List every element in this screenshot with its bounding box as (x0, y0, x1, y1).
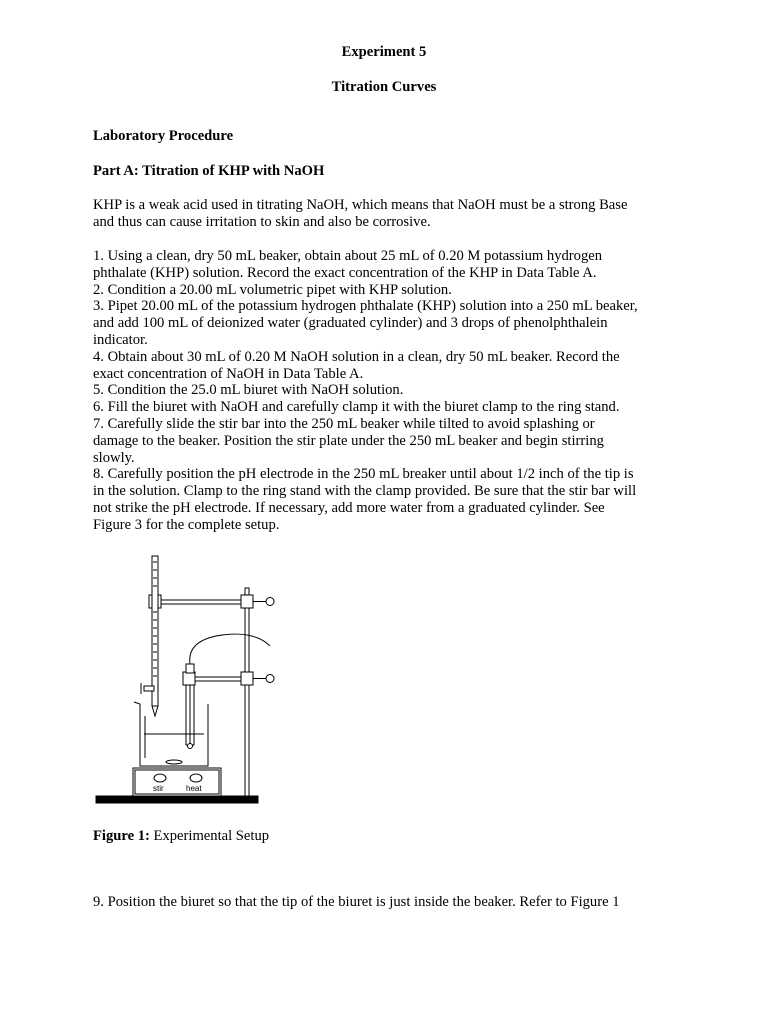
heat-label: heat (186, 784, 202, 793)
procedure-line: not strike the pH electrode. If necessary, add more water from a graduated cylinder. See (93, 499, 605, 516)
procedure-line: slowly. (93, 449, 135, 466)
procedure-line: 7. Carefully slide the stir bar into the 250 mL beaker while tilted to avoid splashing or (93, 415, 595, 432)
intro-paragraph (93, 197, 693, 231)
figure-label: Figure 1: (93, 828, 150, 844)
procedure-line: 2. Condition a 20.00 mL volumetric pipet with KHP solution. (93, 281, 452, 298)
procedure-line: 5. Condition the 25.0 mL biuret with NaOH solution. (93, 382, 404, 399)
part-heading: Part A: Titration of KHP with NaOH (93, 163, 325, 179)
upper-clamp-holder (241, 595, 253, 608)
intro-line: KHP is a weak acid used in titrating NaOH, which means that NaOH must be a strong Base (93, 197, 628, 213)
biuret-tip (152, 706, 158, 716)
ring-stand-base (96, 796, 258, 803)
procedure-line: and add 100 mL of deionized water (graduated cylinder) and 3 drops of phenolphthalein (93, 315, 608, 332)
procedure-line: 1. Using a clean, dry 50 mL beaker, obtain about 25 mL of 0.20 M potassium hydrogen (93, 248, 603, 264)
stir-bar (166, 760, 182, 764)
procedure-list (93, 248, 693, 534)
electrode-clamp (183, 672, 195, 685)
electrode-cable (190, 634, 270, 664)
experimental-setup-figure (88, 548, 278, 810)
procedure-line: 3. Pipet 20.00 mL of the potassium hydrogen phthalate (KHP) solution into a 250 mL beaker, (93, 298, 638, 315)
heat-knob (190, 774, 202, 782)
beaker (140, 704, 208, 766)
procedure-line: 4. Obtain about 30 mL of 0.20 M NaOH solution in a clean, dry 50 mL beaker. Record the (93, 348, 620, 365)
procedure-line: phthalate (KHP) solution. Record the exact concentration of the KHP in Data Table A. (93, 264, 597, 281)
upper-clamp-knob (266, 598, 274, 606)
page-title: Titration Curves (331, 79, 437, 95)
procedure-line: damage to the beaker. Position the stir plate under the 250 mL beaker and begin stirring (93, 432, 604, 449)
procedure-line: in the solution. Clamp to the ring stand with the clamp provided. Be sure that the stir bar will (93, 483, 637, 500)
procedure-line: 6. Fill the biuret with NaOH and carefully clamp it with the biuret clamp to the ring stand. (93, 399, 620, 416)
procedure-line: 8. Carefully position the pH electrode in the 250 mL breaker until about 1/2 inch of the tip is (93, 466, 634, 483)
procedure-step-9: 9. Position the biuret so that the tip of the biuret is just inside the beaker. Refer to Figure 1 (93, 894, 620, 910)
figure-caption-text: Experimental Setup (149, 828, 270, 844)
lower-clamp-holder (241, 672, 253, 685)
procedure-line: exact concentration of NaOH in Data Table A. (93, 365, 364, 382)
stir-knob (154, 774, 166, 782)
procedure-line: Figure 3 for the complete setup. (93, 516, 280, 533)
figure-caption (93, 828, 269, 845)
procedure-line: indicator. (93, 331, 148, 348)
section-heading: Laboratory Procedure (93, 128, 234, 144)
stir-label: stir (153, 784, 164, 793)
ring-stand-rod (245, 588, 249, 796)
intro-line: and thus can cause irritation to skin and also be corrosive. (93, 213, 431, 230)
biuret-stopcock (144, 686, 154, 691)
experiment-number: Experiment 5 (341, 44, 427, 60)
lower-clamp-knob (266, 675, 274, 683)
